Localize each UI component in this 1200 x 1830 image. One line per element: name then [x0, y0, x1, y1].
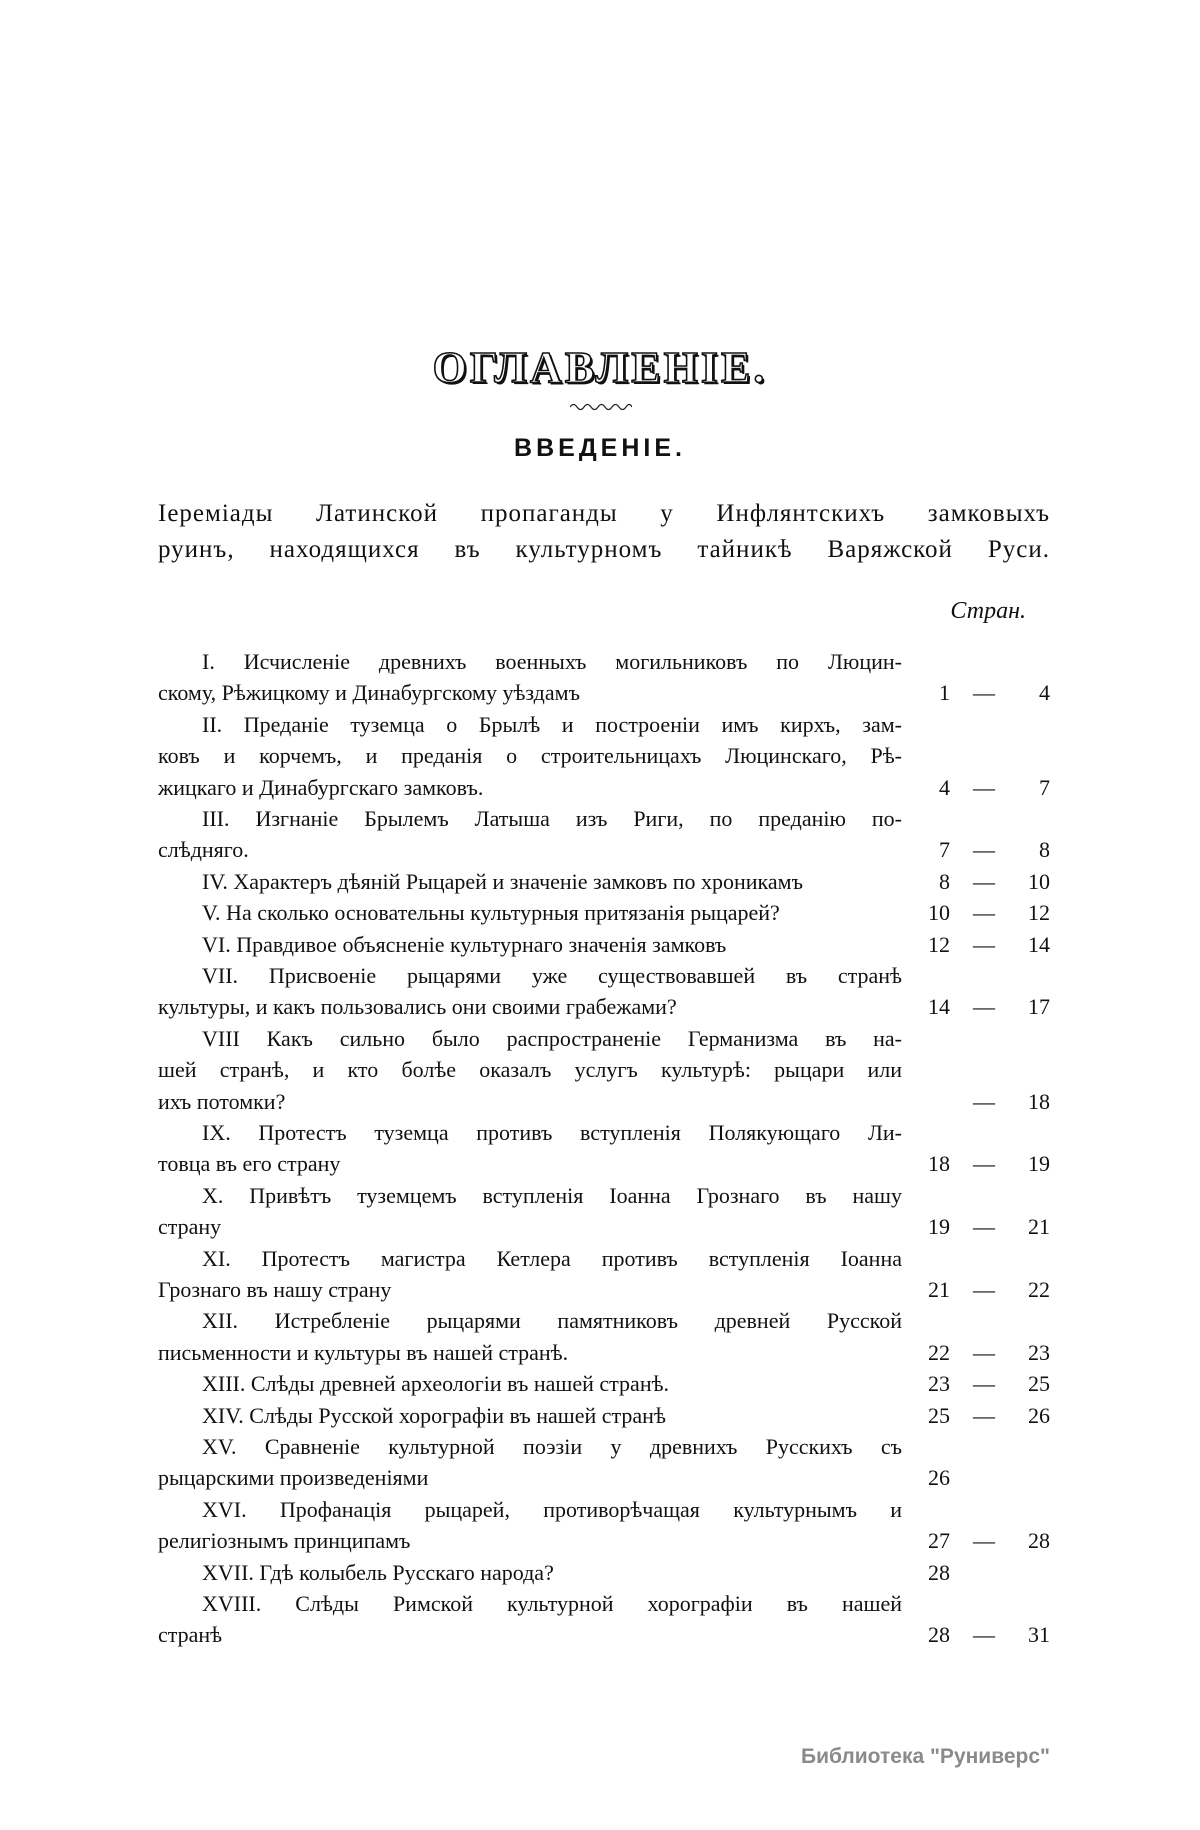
page-range-dash: —: [973, 900, 995, 926]
toc-entry-line: товца въ его страну: [158, 1151, 341, 1177]
page-from: 21: [928, 1277, 950, 1302]
page-to: 10: [1028, 868, 1050, 894]
page-from: 23: [928, 1371, 950, 1397]
toc-entry-line: скому, Рѣжицкому и Динабургскому уѣздамъ: [158, 680, 580, 706]
toc-entry-line: IX. Протестъ туземца противъ вступленія Полякующаго Ли-: [202, 1120, 902, 1145]
page-to: 23: [1028, 1339, 1050, 1365]
toc-entry-line: I. Исчисленіе древнихъ военныхъ могильниковъ по Люцин-: [202, 649, 902, 674]
page-to: 25: [1028, 1371, 1050, 1397]
page-from: 27: [928, 1528, 950, 1554]
page-title: ОГЛАВЛЕНІЕ.: [432, 343, 768, 392]
toc-entry-line: культуры, и какъ пользовались они своими грабежами?: [158, 994, 677, 1020]
page-to: 28: [1028, 1528, 1050, 1554]
toc-entry-line: X. Привѣтъ туземцемъ вступленія Іоанна Грознаго въ нашу: [202, 1182, 902, 1208]
toc-entry-line: рыцарскими произведеніями: [158, 1465, 429, 1491]
toc-entry-line: XVIII. Слѣды Римской культурной хорографіи въ нашей: [202, 1591, 902, 1616]
page-from: 10: [928, 900, 950, 926]
toc-entry-line: шей странѣ, и кто болѣе оказалъ услугъ культурѣ: рыцари или: [158, 1057, 902, 1083]
section-subtitle-line: Іеремiады Латинской пропаганды у Инфлянтскихъ замковыхъ: [158, 500, 1050, 527]
page-to: 17: [1028, 994, 1050, 1020]
page-from: 19: [928, 1214, 950, 1240]
page-from: 28: [928, 1622, 950, 1648]
library-watermark: Библиотека "Руниверс": [800, 1745, 1050, 1768]
page-to: 7: [1039, 774, 1050, 800]
toc-entry-line: странѣ: [158, 1622, 223, 1648]
toc-entry-line: XVII. Гдѣ колыбель Русскаго народа?: [202, 1559, 554, 1585]
toc-entry-line: религіознымъ принципамъ: [158, 1528, 411, 1554]
page-from: 26: [928, 1465, 950, 1491]
page-range-dash: —: [973, 1277, 995, 1302]
page-to: 18: [1028, 1088, 1050, 1114]
toc-entry-line: VII. Присвоеніе рыцарями уже существовавшей въ странѣ: [202, 963, 902, 988]
toc-entry-line: IV. Характеръ дѣяній Рыцарей и значеніе замковъ по хроникамъ: [202, 868, 803, 894]
toc-entry-line: XI. Протестъ магистра Кетлера противъ вступленія Іоанна: [202, 1245, 902, 1271]
toc-entry-line: слѣдняго.: [158, 837, 249, 863]
section-heading: ВВЕДЕНІЕ.: [514, 434, 686, 462]
toc-entry-line: ковъ и корчемъ, и преданія о строительницахъ Люцинскаго, Рѣ-: [158, 743, 902, 769]
page-range-dash: —: [973, 774, 995, 800]
page-from: 28: [928, 1559, 950, 1585]
page-to: 12: [1028, 900, 1050, 926]
page-from: 1: [939, 680, 950, 706]
page-range-dash: —: [973, 837, 995, 863]
page-range-dash: —: [973, 1151, 995, 1177]
page-to: 19: [1028, 1151, 1050, 1177]
section-subtitle-line: руинъ, находящихся въ культурномъ тайникѣ Варяжской Руси.: [158, 536, 1050, 563]
page-range-dash: —: [973, 1622, 995, 1648]
page-range-dash: —: [973, 1214, 995, 1240]
toc-entry-line: XIII. Слѣды древней археологіи въ нашей странѣ.: [202, 1371, 670, 1397]
toc-entry-line: V. На сколько основательны культурныя притязанія рыцарей?: [202, 900, 780, 926]
page-to: 22: [1028, 1277, 1050, 1302]
toc-entry-line: письменности и культуры въ нашей странѣ.: [158, 1339, 569, 1365]
pages-column-header: Стран.: [950, 598, 1026, 624]
toc-entry-line: XIV. Слѣды Русской хорографіи въ нашей странѣ: [202, 1402, 666, 1428]
page-range-dash: —: [973, 680, 995, 706]
page-range-dash: —: [973, 1371, 995, 1397]
toc-entry-line: III. Изгнаніе Брылемъ Латыша изъ Риги, по преданію по-: [202, 806, 902, 831]
page-to: 21: [1028, 1214, 1050, 1240]
wavy-rule-divider: [570, 402, 632, 412]
page-to: 26: [1028, 1402, 1050, 1428]
page-from: 14: [928, 994, 950, 1020]
page-range-dash: —: [973, 868, 995, 894]
page-to: 14: [1028, 931, 1050, 957]
toc-entry-line: страну: [158, 1214, 222, 1240]
page-range-dash: —: [973, 931, 995, 957]
page-to: 4: [1039, 680, 1050, 706]
toc-entry-line: ихъ потомки?: [158, 1088, 286, 1114]
toc-entry-line: Грознаго въ нашу страну: [158, 1277, 392, 1302]
toc-entry-line: XVI. Профанація рыцарей, противорѣчащая культурнымъ и: [202, 1496, 902, 1522]
page-to: 31: [1028, 1622, 1050, 1648]
toc-entry-line: жицкаго и Динабургскаго замковъ.: [158, 774, 484, 800]
toc-entry-line: VIII Какъ сильно было распространеніе Германизма въ на-: [202, 1025, 902, 1051]
page-to: 8: [1039, 837, 1050, 863]
page-range-dash: —: [973, 1528, 995, 1554]
page-range-dash: —: [973, 1088, 995, 1114]
page-from: 22: [928, 1339, 950, 1365]
page-from: 8: [939, 868, 950, 894]
toc-entry-line: II. Преданіе туземца о Брылѣ и построеніи имъ кирхъ, зам-: [202, 711, 902, 737]
page-from: 7: [939, 837, 950, 863]
page-range-dash: —: [973, 994, 995, 1020]
page-from: 18: [928, 1151, 950, 1177]
toc-entry-line: VI. Правдивое объясненіе культурнаго значенія замковъ: [202, 931, 727, 957]
page-from: 12: [928, 931, 950, 957]
toc-entry-line: XV. Сравненіе культурной поэзіи у древнихъ Русскихъ съ: [202, 1434, 902, 1459]
toc-entry-line: XII. Истребленіе рыцарями памятниковъ древней Русской: [202, 1308, 902, 1334]
page-range-dash: —: [973, 1402, 995, 1428]
page-range-dash: —: [973, 1339, 995, 1365]
page-from: 25: [928, 1402, 950, 1428]
page-from: 4: [939, 774, 950, 800]
